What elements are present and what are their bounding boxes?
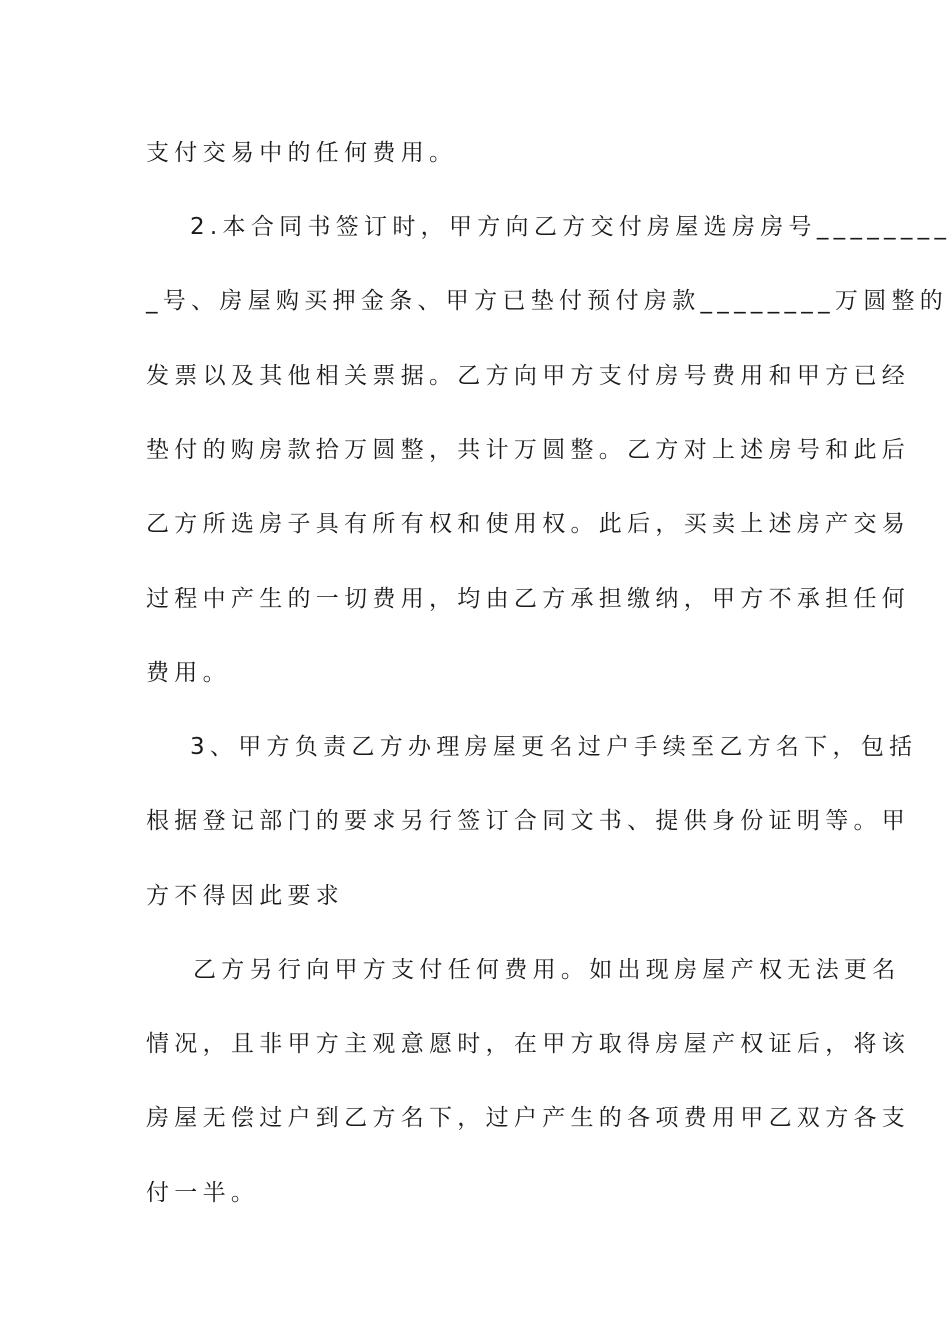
paragraph-2-line-1: 2.本合同书签订时，甲方向乙方交付房屋选房房号________	[190, 214, 951, 240]
paragraph-2-line-2: _号、房屋购买押金条、甲方已垫付预付房款________万圆整的	[146, 288, 949, 314]
paragraph-4-line-4: 付一半。	[146, 1180, 260, 1206]
paragraph-2-line-6: 过程中产生的一切费用，均由乙方承担缴纳，甲方不承担任何	[146, 586, 911, 612]
paragraph-4-line-2: 情况，且非甲方主观意愿时，在甲方取得房屋产权证后，将该	[146, 1031, 911, 1057]
paragraph-4-line-3: 房屋无偿过户到乙方名下，过户产生的各项费用甲乙双方各支	[146, 1105, 911, 1131]
paragraph-3-line-1: 3、甲方负责乙方办理房屋更名过户手续至乙方名下，包括	[190, 734, 918, 760]
paragraph-2-line-5: 乙方所选房子具有所有权和使用权。此后，买卖上述房产交易	[146, 511, 911, 537]
paragraph-3-line-3: 方不得因此要求	[146, 883, 345, 909]
paragraph-1-line-1: 支付交易中的任何费用。	[146, 140, 458, 166]
paragraph-2-line-3: 发票以及其他相关票据。乙方向甲方支付房号费用和甲方已经	[146, 363, 911, 389]
paragraph-2-line-7: 费用。	[146, 660, 231, 686]
paragraph-2-line-4: 垫付的购房款拾万圆整，共计万圆整。乙方对上述房号和此后	[146, 437, 911, 463]
paragraph-4-line-1: 乙方另行向甲方支付任何费用。如出现房屋产权无法更名	[193, 957, 901, 983]
paragraph-3-line-2: 根据登记部门的要求另行签订合同文书、提供身份证明等。甲	[146, 808, 911, 834]
